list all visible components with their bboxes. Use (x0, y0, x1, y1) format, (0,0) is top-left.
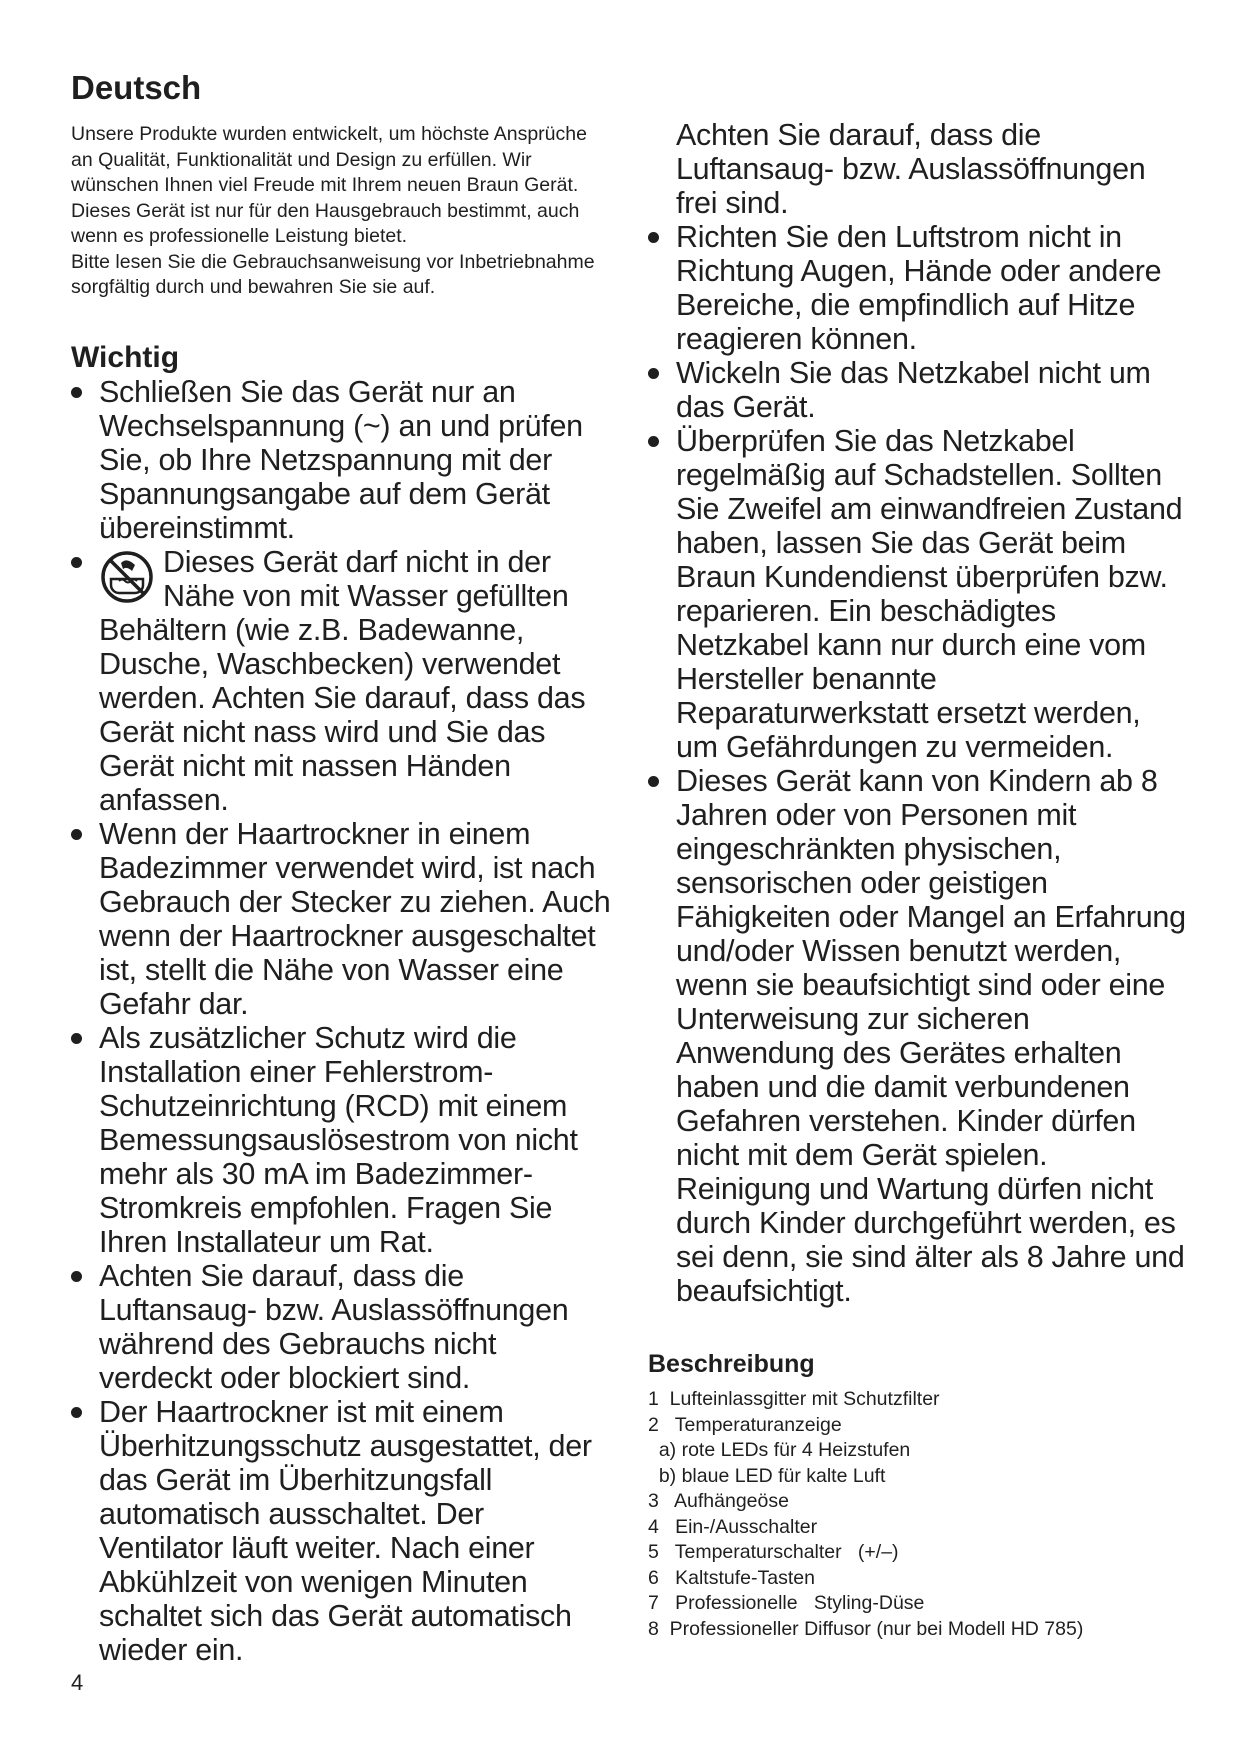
intro-paragraph: Bitte lesen Sie die Gebrauchsanweisung vor Inbetriebnahme sorgfältig durch und bewahren Sie sie auf. (71, 250, 595, 299)
bullet-icon (71, 829, 82, 840)
warning-item: Schließen Sie das Gerät nur an Wechselspannung (~) an und prüfen Sie, ob Ihre Netzspannung mit der Spannungsangabe auf dem Gerät übereinstimmt. (71, 375, 611, 545)
wichtig-heading: Wichtig (71, 340, 180, 374)
description-item: 6 Kaltstufe-Tasten (648, 1566, 815, 1589)
warning-item: Der Haartrockner ist mit einem Überhitzungsschutz ausgestattet, der das Gerät im Überhitzungsfall automatisch ausschaltet. Der Ventilator läuft weiter. Nach einer Abkühlzeit von wenigen Minuten schaltet sich das Gerät automatisch wieder ein. (71, 1395, 611, 1667)
description-item: 7 Professionelle Styling-Düse (648, 1592, 925, 1614)
bullet-icon (648, 776, 659, 787)
warning-item: Überprüfen Sie das Netzkabel regelmäßig auf Schadstellen. Sollten Sie Zweifel am einwandfreien Zustand haben, lassen Sie das Gerät beim Braun Kundendienst überprüfen bzw. reparieren. Ein beschädigtes Netzkabel kann nur durch eine vom Hersteller benannte Reparaturwerkstatt ersetzt werden, um Gefährdungen zu vermeiden. (648, 424, 1188, 764)
warnings-list-right (648, 118, 1188, 1308)
left-column (71, 70, 611, 1667)
beschreibung-heading: Beschreibung (648, 1350, 815, 1378)
bullet-icon (71, 1033, 82, 1044)
warning-item: Als zusätzlicher Schutz wird die Installation einer Fehlerstrom-Schutzeinrichtung (RCD) mit einem Bemessungsauslösestrom von nicht mehr als 30 mA im Badezimmer-Stromkreis empfohlen. Fragen Sie Ihren Installateur um Rat. (71, 1021, 611, 1259)
bullet-icon (648, 436, 659, 447)
warning-item: Wickeln Sie das Netzkabel nicht um das Gerät. (648, 356, 1188, 424)
bullet-icon (71, 557, 82, 568)
intro-text (71, 122, 611, 301)
language-title: Deutsch (71, 69, 202, 106)
no-water-warning-icon (99, 549, 155, 605)
warning-item: Dieses Gerät kann von Kindern ab 8 Jahren oder von Personen mit eingeschränkten physischen, sensorischen oder geistigen Fähigkeiten oder Mangel an Erfahrung und/oder Wissen benutzt werden, wenn sie beaufsichtigt sind oder eine Unterweisung zur sicheren Anwendung des Gerätes erhalten haben und die damit verbundenen Gefahren verstehen. Kinder dürfen nicht mit dem Gerät spielen. Reinigung und Wartung dürfen nicht durch Kinder durchgeführt werden, es sei denn, sie sind älter als 8 Jahre und beaufsichtigt. (648, 764, 1188, 1308)
bullet-icon (71, 1407, 82, 1418)
intro-paragraph: Unsere Produkte wurden entwickelt, um höchste Ansprüche an Qualität, Funktionalität und Design zu erfüllen. Wir wünschen Ihnen viel Freude mit Ihrem neuen Braun Gerät. (71, 123, 587, 197)
warning-item: Richten Sie den Luftstrom nicht in Richtung Augen, Hände oder andere Bereiche, die empfindlich auf Hitze reagieren können. (648, 220, 1188, 356)
bullet-icon (71, 1271, 82, 1282)
description-item: 1 Lufteinlassgitter mit Schutzfilter (648, 1388, 940, 1410)
warning-item: Wenn der Haartrockner in einem Badezimmer verwendet wird, ist nach Gebrauch der Stecker zu ziehen. Auch wenn der Haartrockner ausgeschaltet ist, stellt die Nähe von Wasser eine Gefahr dar. (71, 817, 611, 1021)
description-item: 8 Professioneller Diffusor (nur bei Modell HD 785) (648, 1617, 1084, 1640)
warning-item-continued: Achten Sie darauf, dass die Luftansaug- bzw. Auslassöffnungen frei sind. (676, 118, 1146, 220)
warnings-list-left (71, 375, 611, 1667)
description-list (648, 1387, 1188, 1642)
right-column (648, 118, 1188, 1642)
description-item: 2 Temperaturanzeige (648, 1413, 842, 1436)
warning-item: Dieses Gerät darf nicht in der Nähe von mit Wasser gefüllten Behältern (wie z.B. Badewanne, Dusche, Waschbecken) verwendet werden. Achten Sie darauf, dass das Gerät nicht nass wird und Sie das Gerät nicht mit nassen Händen anfassen. (71, 545, 611, 817)
bullet-icon (648, 368, 659, 379)
bullet-icon (648, 232, 659, 243)
intro-paragraph: Dieses Gerät ist nur für den Hausgebrauch bestimmt, auch wenn es professionelle Leistung bietet. (71, 199, 580, 248)
description-item: b) blaue LED für kalte Luft (648, 1464, 886, 1487)
description-item: 5 Temperaturschalter (+/–) (648, 1541, 899, 1563)
description-item: 3 Aufhängeöse (648, 1490, 789, 1512)
description-item: 4 Ein-/Ausschalter (648, 1515, 818, 1538)
bullet-icon (71, 387, 82, 398)
warning-item: Achten Sie darauf, dass die Luftansaug- bzw. Auslassöffnungen während des Gebrauchs nicht verdeckt oder blockiert sind. (71, 1259, 611, 1395)
page-number: 4 (71, 1670, 84, 1695)
description-item: a) rote LEDs für 4 Heizstufen (648, 1439, 911, 1461)
